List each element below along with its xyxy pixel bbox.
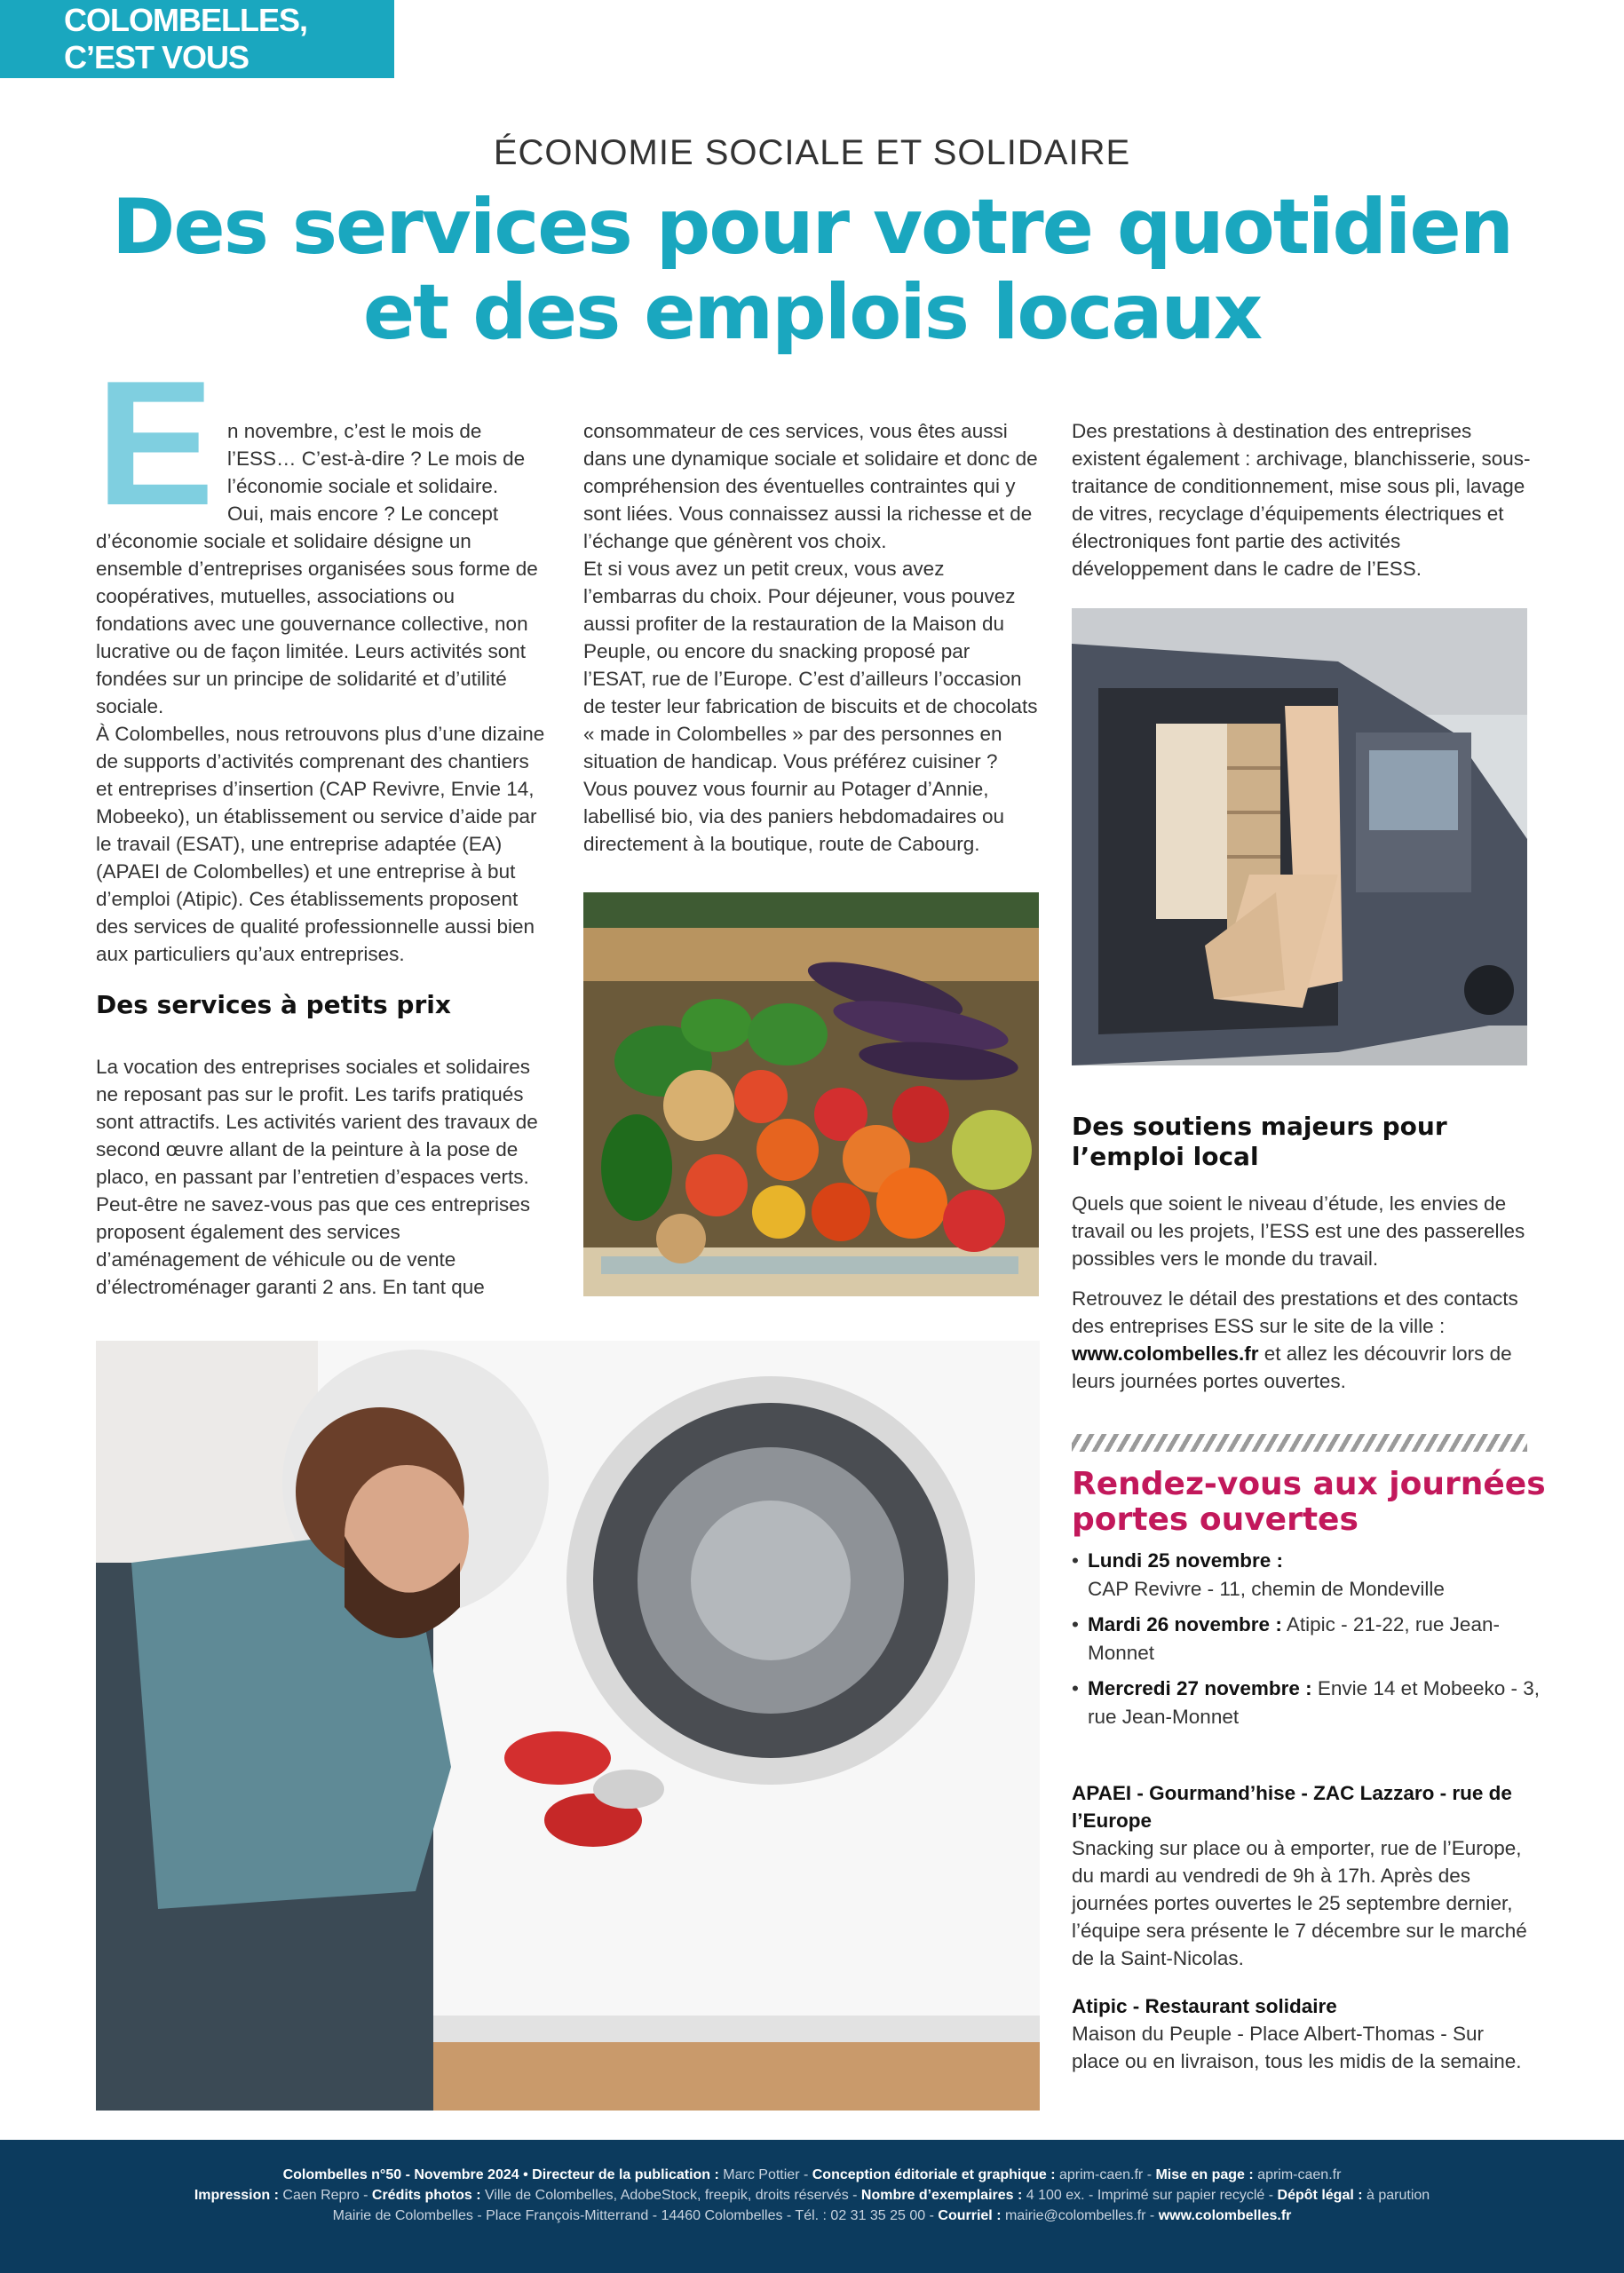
van-photo — [1072, 608, 1527, 1065]
atipic-text: Maison du Peuple - Place Albert-Thomas - Sur place ou en livraison, tous les midis de la semaine. — [1072, 2023, 1522, 2072]
footer — [0, 2140, 1624, 2273]
col1-paragraph-3: La vocation des entreprises sociales et solidaires ne reposant pas sur le profit. Les tarifs pratiqués sont attractifs. Les activités varient des travaux de second œuvre allant de la peinture à la pose de placo, en passant par l’entretien d’espaces verts. Peut-être ne savez-vous pas que ces entreprises proposent également des services d’aménagement de véhicule ou de vente d’électroménager garanti 2 ans. En tant que — [96, 1056, 538, 1298]
intro-line-4: Oui, mais encore ? Le concept — [227, 503, 499, 525]
rdv-place-3: Envie 14 et Mobeeko - 3, rue Jean-Monnet — [1088, 1677, 1541, 1728]
col1-paragraph-1: d’économie sociale et solidaire désigne un ensemble d’entreprises organisées sous forme de coopératives, mutuelles, associations ou fondations avec une gouvernance collective, non lucrative ou de façon limitée. Leurs activités sont fondées sur un principe de solidarité et d’utilité sociale. — [96, 530, 538, 717]
apaei-text: Snacking sur place ou à emporter, rue de l’Europe, du mardi au vendredi de 9h à 17h. Après des journées portes ouvertes le 25 septembre dernier, l’équipe sera présente le 7 décembre sur le marché de la Saint-Nicolas. — [1072, 1837, 1527, 1969]
col1-paragraph-2: À Colombelles, nous retrouvons plus d’une dizaine de supports d’activités comprenant des chantiers et entreprises d’insertion (CAP Revivre, Envie 14, Mobeeko), un établissement ou service d’aide par le travail (ESAT), une entreprise adaptée (EA) (APAEI de Colombelles) et une entreprise à but d’emploi (Atipic). Ces établissements proposent des services de qualité professionnelle aussi bien aux particuliers qu’aux entreprises. — [96, 723, 545, 965]
rdv-place-2: Atipic - 21-22, rue Jean-Monnet — [1088, 1613, 1500, 1664]
intro-line-2: l’ESS… C’est-à-dire ? Le mois de — [227, 447, 526, 470]
headline-line-2: et des emplois locaux — [362, 268, 1262, 357]
atipic-title: Atipic - Restaurant solidaire — [1072, 1995, 1337, 2017]
apaei-block — [1072, 1779, 1533, 1972]
rdv-title: Rendez-vous aux journées portes ouvertes — [1072, 1466, 1546, 1538]
intro-line-3: l’économie sociale et solidaire. — [227, 475, 499, 497]
footer-line-1: Colombelles n°50 - Novembre 2024 • Directeur de la publication : Marc Pottier - Conception éditoriale et graphique : aprim-caen.fr - Mise en page : aprim-caen.fr — [282, 2167, 1342, 2182]
headline-line-1: Des services pour votre quotidien — [112, 183, 1512, 272]
col3-body — [1072, 417, 1533, 582]
rdv-item-2: • Mardi 26 novembre : Atipic - 21-22, rue Jean-Monnet — [1072, 1613, 1500, 1664]
section-tab — [0, 0, 394, 78]
col3-paragraph-3 — [1072, 1285, 1533, 1395]
rdv-date-1: Lundi 25 novembre : — [1088, 1549, 1284, 1572]
vegetables-photo — [583, 892, 1039, 1296]
col2-paragraph-2: Et si vous avez un petit creux, vous avez l’embarras du choix. Pour déjeuner, vous pouvez aussi profiter de la restauration de la Maison du Peuple, ou encore du snacking proposé par l’ESAT, rue de l’Europe. C’est d’ailleurs l’occasion de tester leur fabrication de biscuits et de chocolats « made in Colombelles » par des personnes en situation de handicap. Vous préférez cuisiner ? Vous pouvez vous fournir au Potager d’Annie, labellisé bio, via des paniers hebdomadaires ou directement à la boutique, route de Cabourg. — [583, 558, 1038, 855]
col3-paragraph-1: Des prestations à destination des entreprises existent également : archivage, blanchisserie, sous-traitance de conditionnement, mise sous pli, lavage de vitres, recyclage d’équipements électriques et électroniques font partie des activités développement dans le cadre de l’ESS. — [1072, 420, 1531, 580]
website-link[interactable]: www.colombelles.fr — [1072, 1342, 1259, 1365]
footer-line-3: Mairie de Colombelles - Place François-Mitterrand - 14460 Colombelles - Tél. : 02 31 35 25 00 - Courriel : mairie@colombelles.fr - www.colombelles.fr — [332, 2208, 1292, 2223]
kicker: ÉCONOMIE SOCIALE ET SOLIDAIRE — [493, 133, 1131, 172]
atipic-block — [1072, 1992, 1533, 2075]
footer-website-link[interactable]: www.colombelles.fr — [1158, 2208, 1292, 2223]
col2-body — [583, 417, 1038, 858]
washing-machine-photo — [96, 1341, 1040, 2111]
col3-subhead: Des soutiens majeurs pour l’emploi local — [1072, 1112, 1447, 1171]
intro-line-1: n novembre, c’est le mois de — [227, 420, 482, 442]
col3-p3-before: Retrouvez le détail des prestations et des contacts des entreprises ESS sur le site de la ville : — [1072, 1287, 1518, 1337]
footer-line-2: Impression : Caen Repro - Crédits photos : Ville de Colombelles, AdobeStock, freepik, droits réservés - Nombre d’exemplaires : 4 100 ex. - Imprimé sur papier recyclé - Dépôt légal : à parution — [194, 2188, 1430, 2203]
rdv-place-1: CAP Revivre - 11, chemin de Mondeville — [1088, 1578, 1445, 1600]
col3-paragraph-2: Quels que soient le niveau d’étude, les envies de travail ou les projets, l’ESS est une des passerelles possibles vers le monde du travail. — [1072, 1192, 1525, 1270]
col3-p3-after: et allez les découvrir lors de leurs journées portes ouvertes. — [1072, 1342, 1512, 1392]
col3-body-2 — [1072, 1190, 1533, 1395]
rdv-date-2: Mardi 26 novembre : — [1088, 1613, 1282, 1635]
col1-intro — [227, 417, 547, 527]
rdv-item-1: • Lundi 25 novembre : CAP Revivre - 11, chemin de Mondeville — [1072, 1549, 1445, 1600]
col1-subhead: Des services à petits prix — [96, 990, 451, 1019]
col1-body-2 — [96, 1053, 549, 1301]
hatch-divider — [1072, 1434, 1527, 1452]
rdv-date-3: Mercredi 27 novembre : — [1088, 1677, 1312, 1699]
col1-body — [96, 527, 549, 968]
apaei-title: APAEI - Gourmand’hise - ZAC Lazzaro - rue de l’Europe — [1072, 1782, 1512, 1832]
rdv-list — [1072, 1547, 1551, 1738]
headline — [0, 185, 1624, 355]
rdv-item-3: • Mercredi 27 novembre : Envie 14 et Mobeeko - 3, rue Jean-Monnet — [1072, 1677, 1541, 1728]
col2-paragraph-1: consommateur de ces services, vous êtes aussi dans une dynamique sociale et solidaire et donc de compréhension des éventuelles contraintes qui y sont liées. Vous connaissez aussi la richesse et de l’échange que génèrent vos choix. — [583, 420, 1038, 552]
section-tab-label: COLOMBELLES, C’EST VOUS — [64, 2, 307, 75]
drop-cap: E — [96, 345, 215, 543]
